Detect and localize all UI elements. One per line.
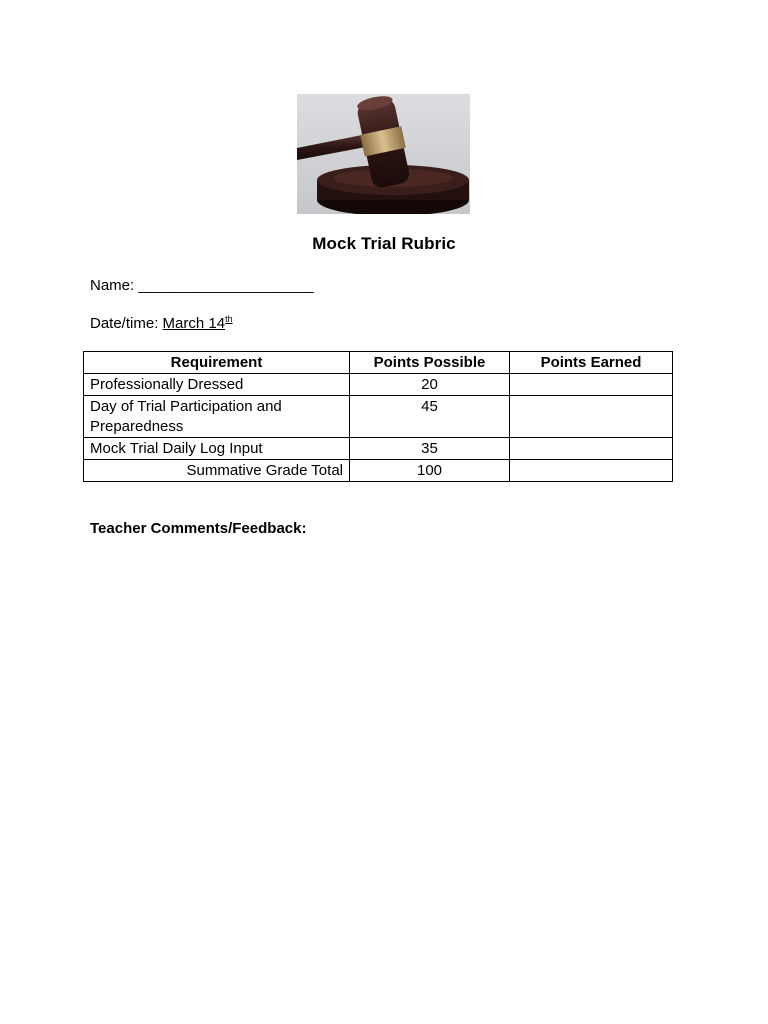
header-points-earned: Points Earned: [510, 352, 673, 374]
rubric-table: [83, 351, 673, 482]
total-label-cell: Summative Grade Total: [84, 460, 350, 482]
table-total-row: [84, 460, 673, 482]
name-blank: _____________________: [138, 277, 314, 294]
page-title: Mock Trial Rubric: [312, 234, 456, 253]
points-earned-cell[interactable]: [510, 438, 673, 460]
table-row: [84, 396, 673, 438]
points-possible-cell: 20: [350, 374, 510, 396]
total-points-possible-cell: 100: [350, 460, 510, 482]
points-earned-cell[interactable]: [510, 396, 673, 438]
date-suffix: th: [225, 314, 233, 324]
table-row: [84, 438, 673, 460]
total-points-earned-cell[interactable]: [510, 460, 673, 482]
requirement-cell: Day of Trial Participation and Preparedness: [84, 396, 350, 438]
table-header-row: [84, 352, 673, 374]
date-field: [90, 314, 233, 332]
teacher-comments-label: Teacher Comments/Feedback:: [90, 520, 307, 537]
gavel-image: [297, 94, 470, 214]
requirement-cell: Mock Trial Daily Log Input: [84, 438, 350, 460]
name-label: Name:: [90, 277, 135, 294]
points-possible-cell: 45: [350, 396, 510, 438]
points-earned-cell[interactable]: [510, 374, 673, 396]
gavel-icon: [297, 94, 470, 214]
points-possible-cell: 35: [350, 438, 510, 460]
header-requirement: Requirement: [84, 352, 350, 374]
table-row: [84, 374, 673, 396]
date-value: March 14: [162, 315, 226, 332]
date-label: Date/time:: [90, 315, 159, 332]
requirement-cell: Professionally Dressed: [84, 374, 350, 396]
header-points-possible: Points Possible: [350, 352, 510, 374]
name-field: [90, 277, 314, 294]
